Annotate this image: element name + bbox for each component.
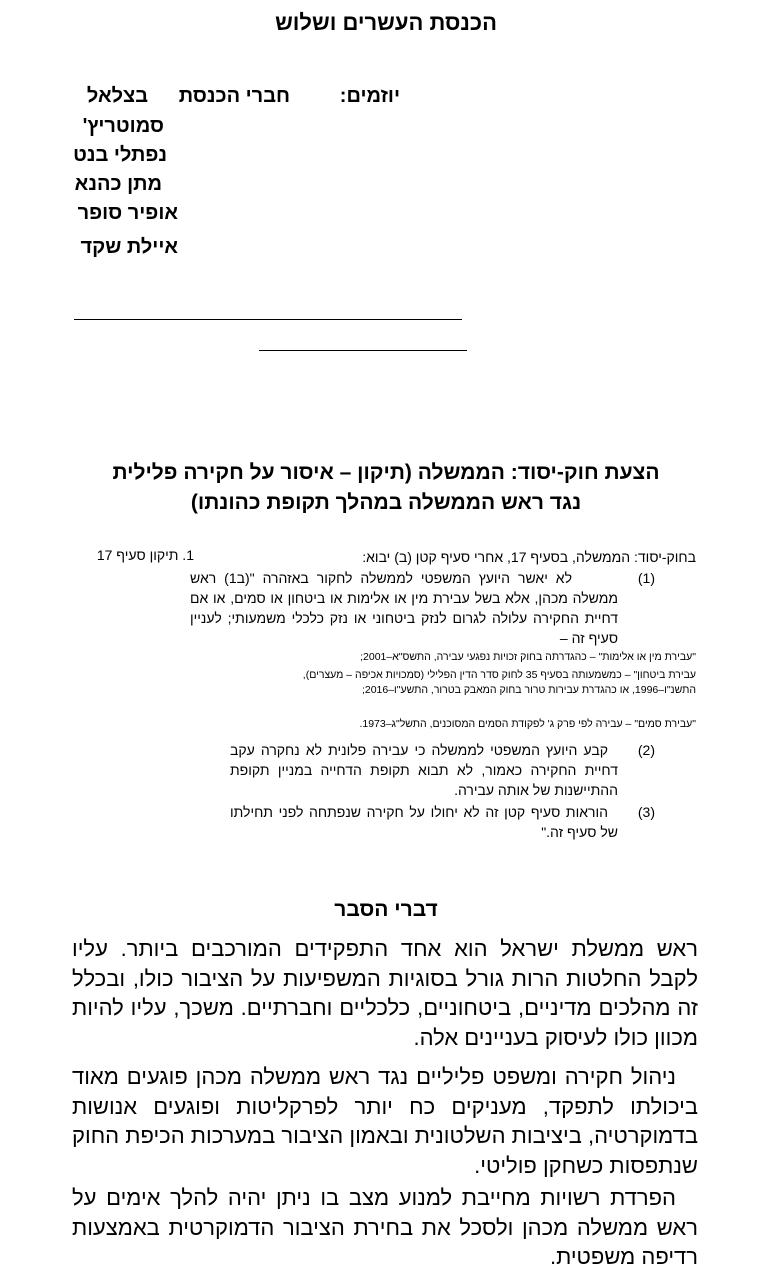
proposal-title-line-2: נגד ראש הממשלה במהלך תקופת כהונתו): [190, 491, 582, 514]
initiator-name-5: אופיר סופר: [77, 202, 178, 224]
initiators-role: חברי הכנסת: [178, 85, 290, 107]
explanation-paragraph-1: ראש ממשלת ישראל הוא אחד התפקידים המורכבים ביותר. עליו לקבל החלטות הרות גורל בסוגיות המשפיעות על הציבור כולו, ובכלל זה מהלכים מדיניים, ביטחוניים, כלכליים וחברתיים. משכך, עליו להיות מכוון כולו לעיסוק בעניינים אלה.: [72, 936, 698, 1050]
signature-line-1: [74, 319, 462, 320]
initiators-label: יוזמים:: [339, 85, 400, 107]
explanation-paragraph-3: הפרדת רשויות מחייבת למנוע מצב בו ניתן יהיה להלך אימים על ראש ממשלה מכהן ולסכל את בחירת הציבור הדמוקרטית באמצעות רדיפה משפטית.: [72, 1185, 698, 1269]
subsection-3-text: הוראות סעיף קטן זה לא יחולו על חקירה שנפתחה לפני תחילתו של סעיף זה.": [230, 804, 618, 840]
knesset-header: הכנסת העשרים ושלוש: [275, 10, 497, 35]
proposal-title-line-1: הצעת חוק-יסוד: הממשלה (תיקון – איסור על חקירה פלילית: [112, 461, 660, 484]
subsection-3-number: (3): [637, 804, 655, 820]
subsection-1-text: לא יאשר היועץ המשפטי לממשלה לחקור באזהרה "(ב1) ראש ממשלה מכהן, אלא בשל עבירת מין או אלימות או ביטחון או סמים, או אם דחיית החקירה עלולה לגרום לנזק ביטחוני או נזק כלכלי משמעותי; לעניין סעיף זה –: [190, 570, 618, 646]
initiator-name-3: נפתלי בנט: [73, 144, 167, 166]
initiator-name-1: בצלאל: [86, 85, 148, 107]
subsection-1-number: (1): [637, 570, 655, 586]
explanation-heading: דברי הסבר: [334, 898, 438, 921]
explanation-paragraph-2: ניהול חקירה ומשפט פליליים נגד ראש ממשלה מכהן פוגעים מאוד ביכולתו לתפקד, מעניקים כח יותר לפרקליטות ופוגעים אנושות בדמוקרטיה, ביציבות השלטונית ובאמון הציבור במערכות הכיפת החוק שנתפסות כשחקן פוליטי.: [72, 1064, 698, 1178]
subsection-2-text: קבע היועץ המשפטי לממשלה כי עבירה פלונית לא נחקרה עקב דחיית החקירה כאמור, לא תבוא תקופת הדחייה במניין תקופת ההתיישנות של אותה עבירה.: [230, 742, 618, 798]
subsection-2-number: (2): [637, 742, 655, 758]
signature-line-2: [259, 350, 467, 351]
section-intro: בחוק-יסוד: הממשלה, בסעיף 17, אחרי סעיף קטן (ב) יבוא:: [362, 549, 696, 565]
definition-security: עבירת ביטחון" – כמשמעותה בסעיף 35 לחוק סדר הדין הפלילי (סמכויות אכיפה – מעצרים), התשנ"ו–1996, או כהגדרת עבירות טרור בחוק המאבק בטרור, התשע"ו–2016;: [302, 669, 696, 696]
initiator-name-6: איילת שקד: [80, 236, 178, 258]
initiator-name-2: סמוטריץ': [82, 115, 164, 137]
definition-drugs: "עבירת סמים" – עבירה לפי פרק ג' לפקודת הסמים המסוכנים, התשל"ג–1973.: [359, 718, 696, 730]
section-side-note: 1. תיקון סעיף 17: [96, 547, 194, 563]
definition-sex-violence: "עבירת מין או אלימות" – כהגדרתה בחוק זכויות נפגעי עבירה, התשס"א–2001;: [360, 651, 696, 663]
initiator-name-4: מתן כהנא: [74, 173, 162, 195]
